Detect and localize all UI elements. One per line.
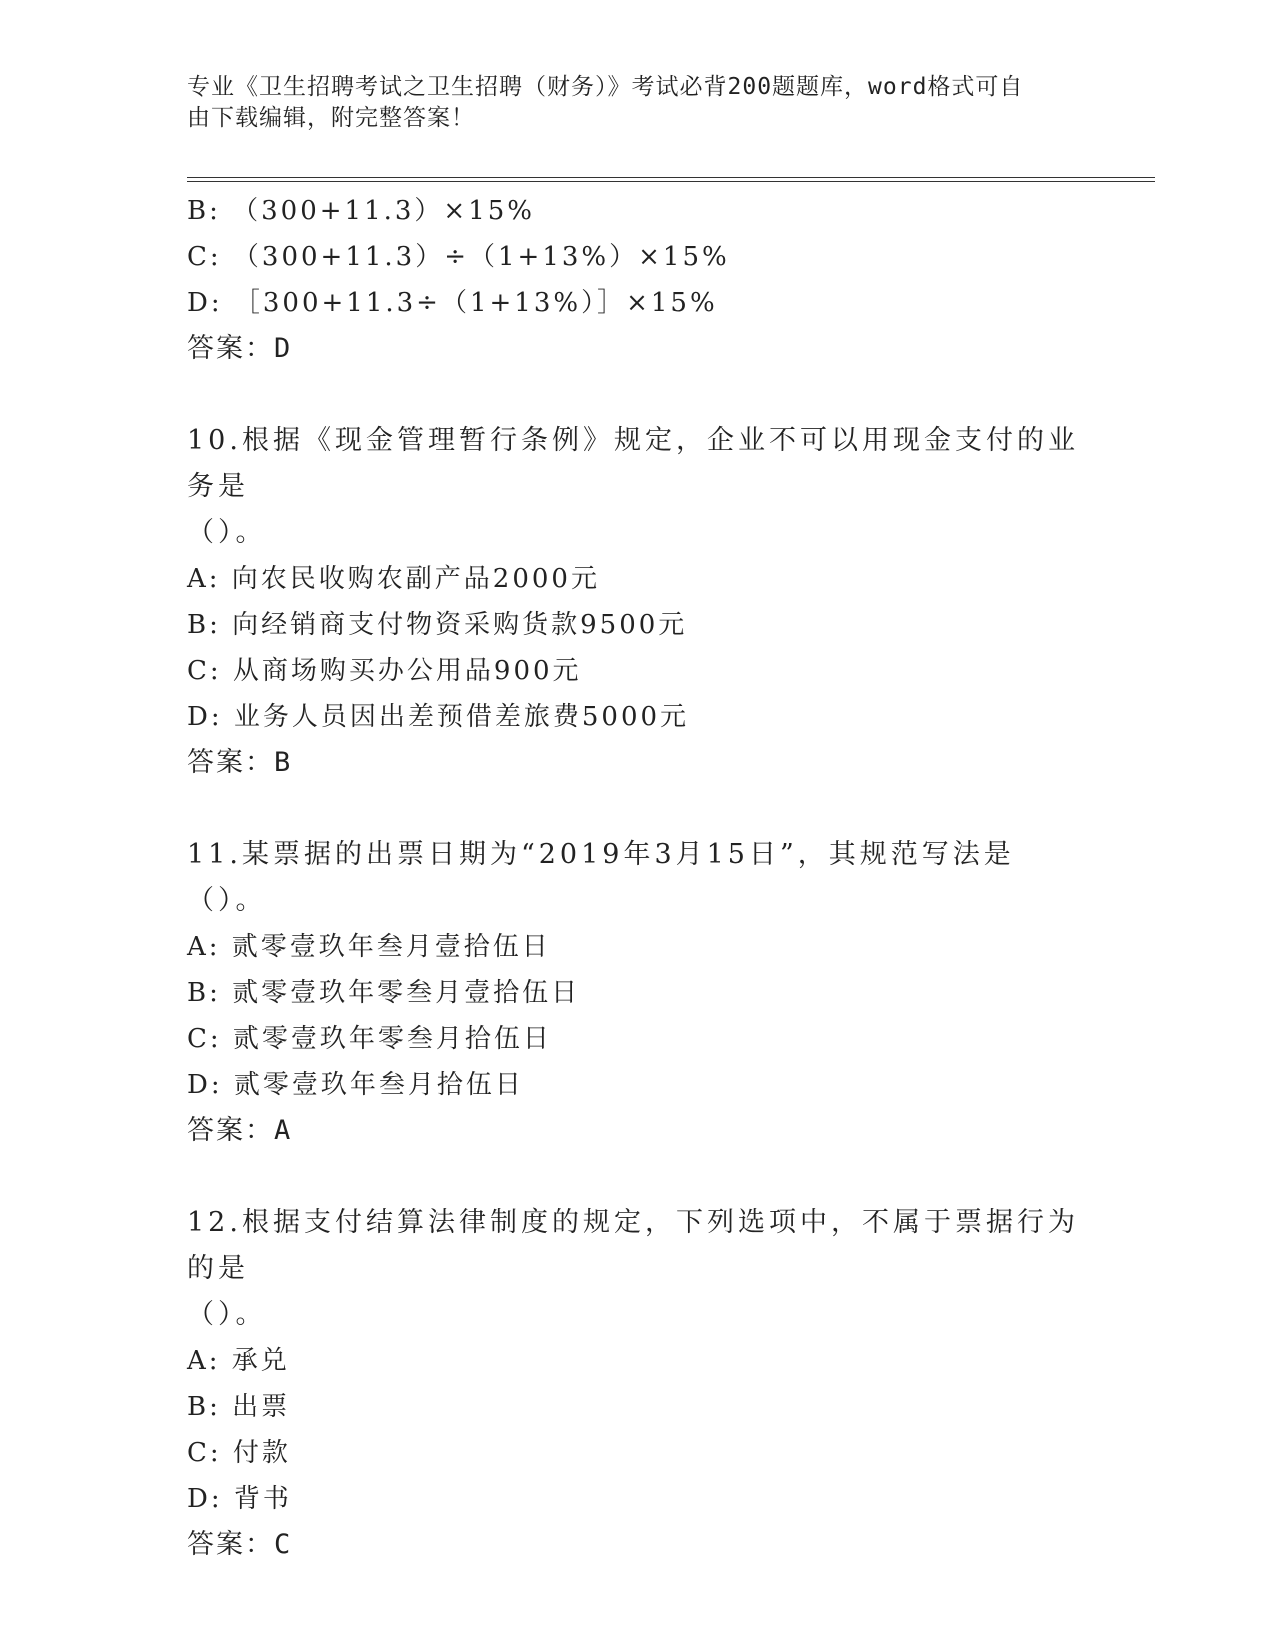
answer-label: 答案：B (187, 747, 293, 778)
question-fragment (187, 188, 1087, 372)
question-stem: 11.某票据的出票日期为“2019年3月15日”，其规范写法是（）。 (187, 839, 1015, 916)
answer-label: 答案：C (187, 1529, 293, 1560)
option-b: B: 出票 (187, 1392, 291, 1422)
spacer (187, 786, 1087, 832)
question-content (187, 188, 1087, 1568)
option-d: D: 业务人员因出差预借差旅费5000元 (187, 702, 690, 732)
header-line-1: 专业《卫生招聘考试之卫生招聘（财务）》考试必背200题题库，word格式可自 (187, 74, 1024, 100)
option-b: B: 向经销商支付物资采购货款9500元 (187, 610, 688, 640)
option-b: B: （300+11.3）×15% (187, 196, 536, 226)
option-a: A: 贰零壹玖年叁月壹拾伍日 (187, 932, 551, 962)
page-header (187, 72, 1087, 134)
spacer (187, 372, 1087, 418)
option-c: C: 贰零壹玖年零叁月拾伍日 (187, 1024, 552, 1054)
option-a: A: 向农民收购农副产品2000元 (187, 564, 600, 594)
question-stem-continued: （）。 (187, 1299, 267, 1330)
option-c: C: 从商场购买办公用品900元 (187, 656, 582, 686)
header-line-2: 由下载编辑，附完整答案！ (187, 105, 475, 131)
question-10 (187, 418, 1087, 786)
question-stem-continued: （）。 (187, 517, 267, 548)
answer-label: 答案：D (187, 333, 293, 364)
option-d: D: 贰零壹玖年叁月拾伍日 (187, 1070, 524, 1100)
option-d: D: 背书 (187, 1484, 292, 1514)
answer-label: 答案：A (187, 1115, 293, 1146)
option-c: C: 付款 (187, 1438, 291, 1468)
header-divider (187, 177, 1155, 182)
option-a: A: 承兑 (187, 1346, 290, 1376)
question-12 (187, 1200, 1087, 1568)
option-d: D: ［300+11.3÷（1+13%）］×15% (187, 288, 718, 318)
question-11 (187, 832, 1087, 1154)
question-stem: 12.根据支付结算法律制度的规定，下列选项中，不属于票据行为的是 (187, 1207, 1079, 1284)
option-b: B: 贰零壹玖年零叁月壹拾伍日 (187, 978, 581, 1008)
question-stem: 10.根据《现金管理暂行条例》规定，企业不可以用现金支付的业务是 (187, 425, 1079, 502)
option-c: C: （300+11.3）÷（1+13%）×15% (187, 242, 730, 272)
spacer (187, 1154, 1087, 1200)
